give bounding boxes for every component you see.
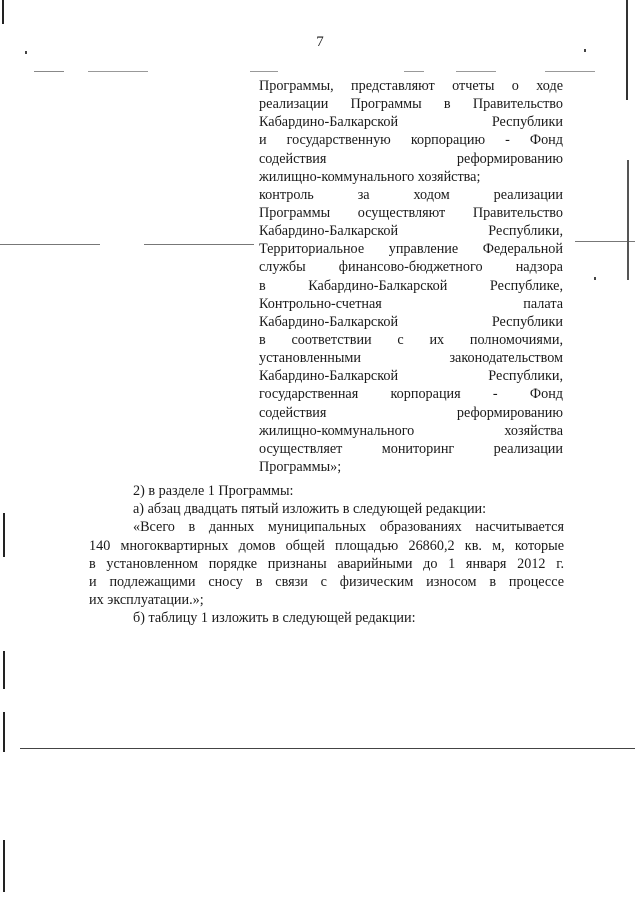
text-line: службы финансово-бюджетного надзора [259, 259, 563, 276]
paragraph-item-a: а) абзац двадцать пятый изложить в следующей редакции: [133, 501, 487, 518]
text-line: Кабардино-Балкарской Республики, [259, 368, 563, 385]
scan-artifact-top-line [88, 71, 148, 72]
text-line: Кабардино-Балкарской Республики [259, 313, 563, 330]
scan-artifact-top-line [34, 71, 64, 72]
main-text-block [89, 482, 564, 628]
text-line: реализации Программы в Правительство [259, 96, 563, 113]
scan-artifact-top-line [456, 71, 496, 72]
text-line: Программы, представляют отчеты о ходе [259, 78, 563, 94]
scan-artifact-mid-line [144, 244, 254, 245]
scan-artifact-long-line [20, 748, 635, 749]
text-line: Программы»; [259, 458, 342, 475]
scan-artifact-left-edge [3, 712, 5, 752]
quote-line: их эксплуатации.»; [89, 592, 204, 609]
text-line: установленными законодательством [259, 350, 563, 367]
scan-artifact-mid-line [0, 244, 100, 245]
text-line: жилищно-коммунального хозяйства; [259, 168, 481, 185]
text-line: осуществляет мониторинг реализации [259, 440, 563, 457]
scan-artifact-top-line [545, 71, 595, 72]
text-line: содействия реформированию [259, 150, 563, 167]
text-line: Территориальное управление Федеральной [259, 241, 563, 258]
scan-artifact-left-edge [3, 840, 5, 892]
text-line: в Кабардино-Балкарской Республике, [259, 277, 563, 294]
text-line: государственная корпорация - Фонд [259, 386, 563, 403]
scan-artifact-dot [584, 49, 586, 52]
paragraph-item-2: 2) в разделе 1 Программы: [133, 483, 294, 499]
scan-artifact-left-edge [3, 513, 5, 557]
paragraph-item-b: б) таблицу 1 изложить в следующей редакции: [133, 610, 416, 627]
text-line: жилищно-коммунального хозяйства [259, 422, 563, 439]
text-line: Контрольно-счетная палата [259, 295, 563, 312]
text-line: содействия реформированию [259, 404, 563, 421]
scan-artifact-right-edge [626, 0, 628, 100]
text-line: Программы осуществляют Правительство [259, 204, 563, 221]
scan-artifact-top-line [250, 71, 278, 72]
quote-line: и подлежащими сносу в связи с физическим износом в процессе [89, 573, 564, 590]
text-line: контроль за ходом реализации [259, 186, 563, 203]
scan-artifact-left-edge [2, 0, 4, 24]
scan-artifact-top-line [404, 71, 424, 72]
scan-artifact-dot [25, 51, 27, 54]
quote-line: «Всего в данных муниципальных образованиях насчитывается [133, 519, 564, 536]
text-line: в соответствии с их полномочиями, [259, 331, 563, 348]
quote-line: в установленном порядке признаны аварийными до 1 января 2012 г. [89, 555, 564, 572]
quote-line: 140 многоквартирных домов общей площадью 26860,2 кв. м, которые [89, 537, 564, 554]
page-number: 7 [316, 34, 324, 50]
text-line: Кабардино-Балкарской Республики, [259, 223, 563, 240]
scan-artifact-right-edge [627, 160, 629, 280]
scan-artifact-left-edge [3, 651, 5, 689]
scan-artifact-dot [594, 277, 596, 280]
text-line: Кабардино-Балкарской Республики [259, 114, 563, 131]
text-line: и государственную корпорацию - Фонд [259, 132, 563, 149]
right-column-text [259, 77, 563, 476]
scan-artifact-mid-line [575, 241, 635, 242]
